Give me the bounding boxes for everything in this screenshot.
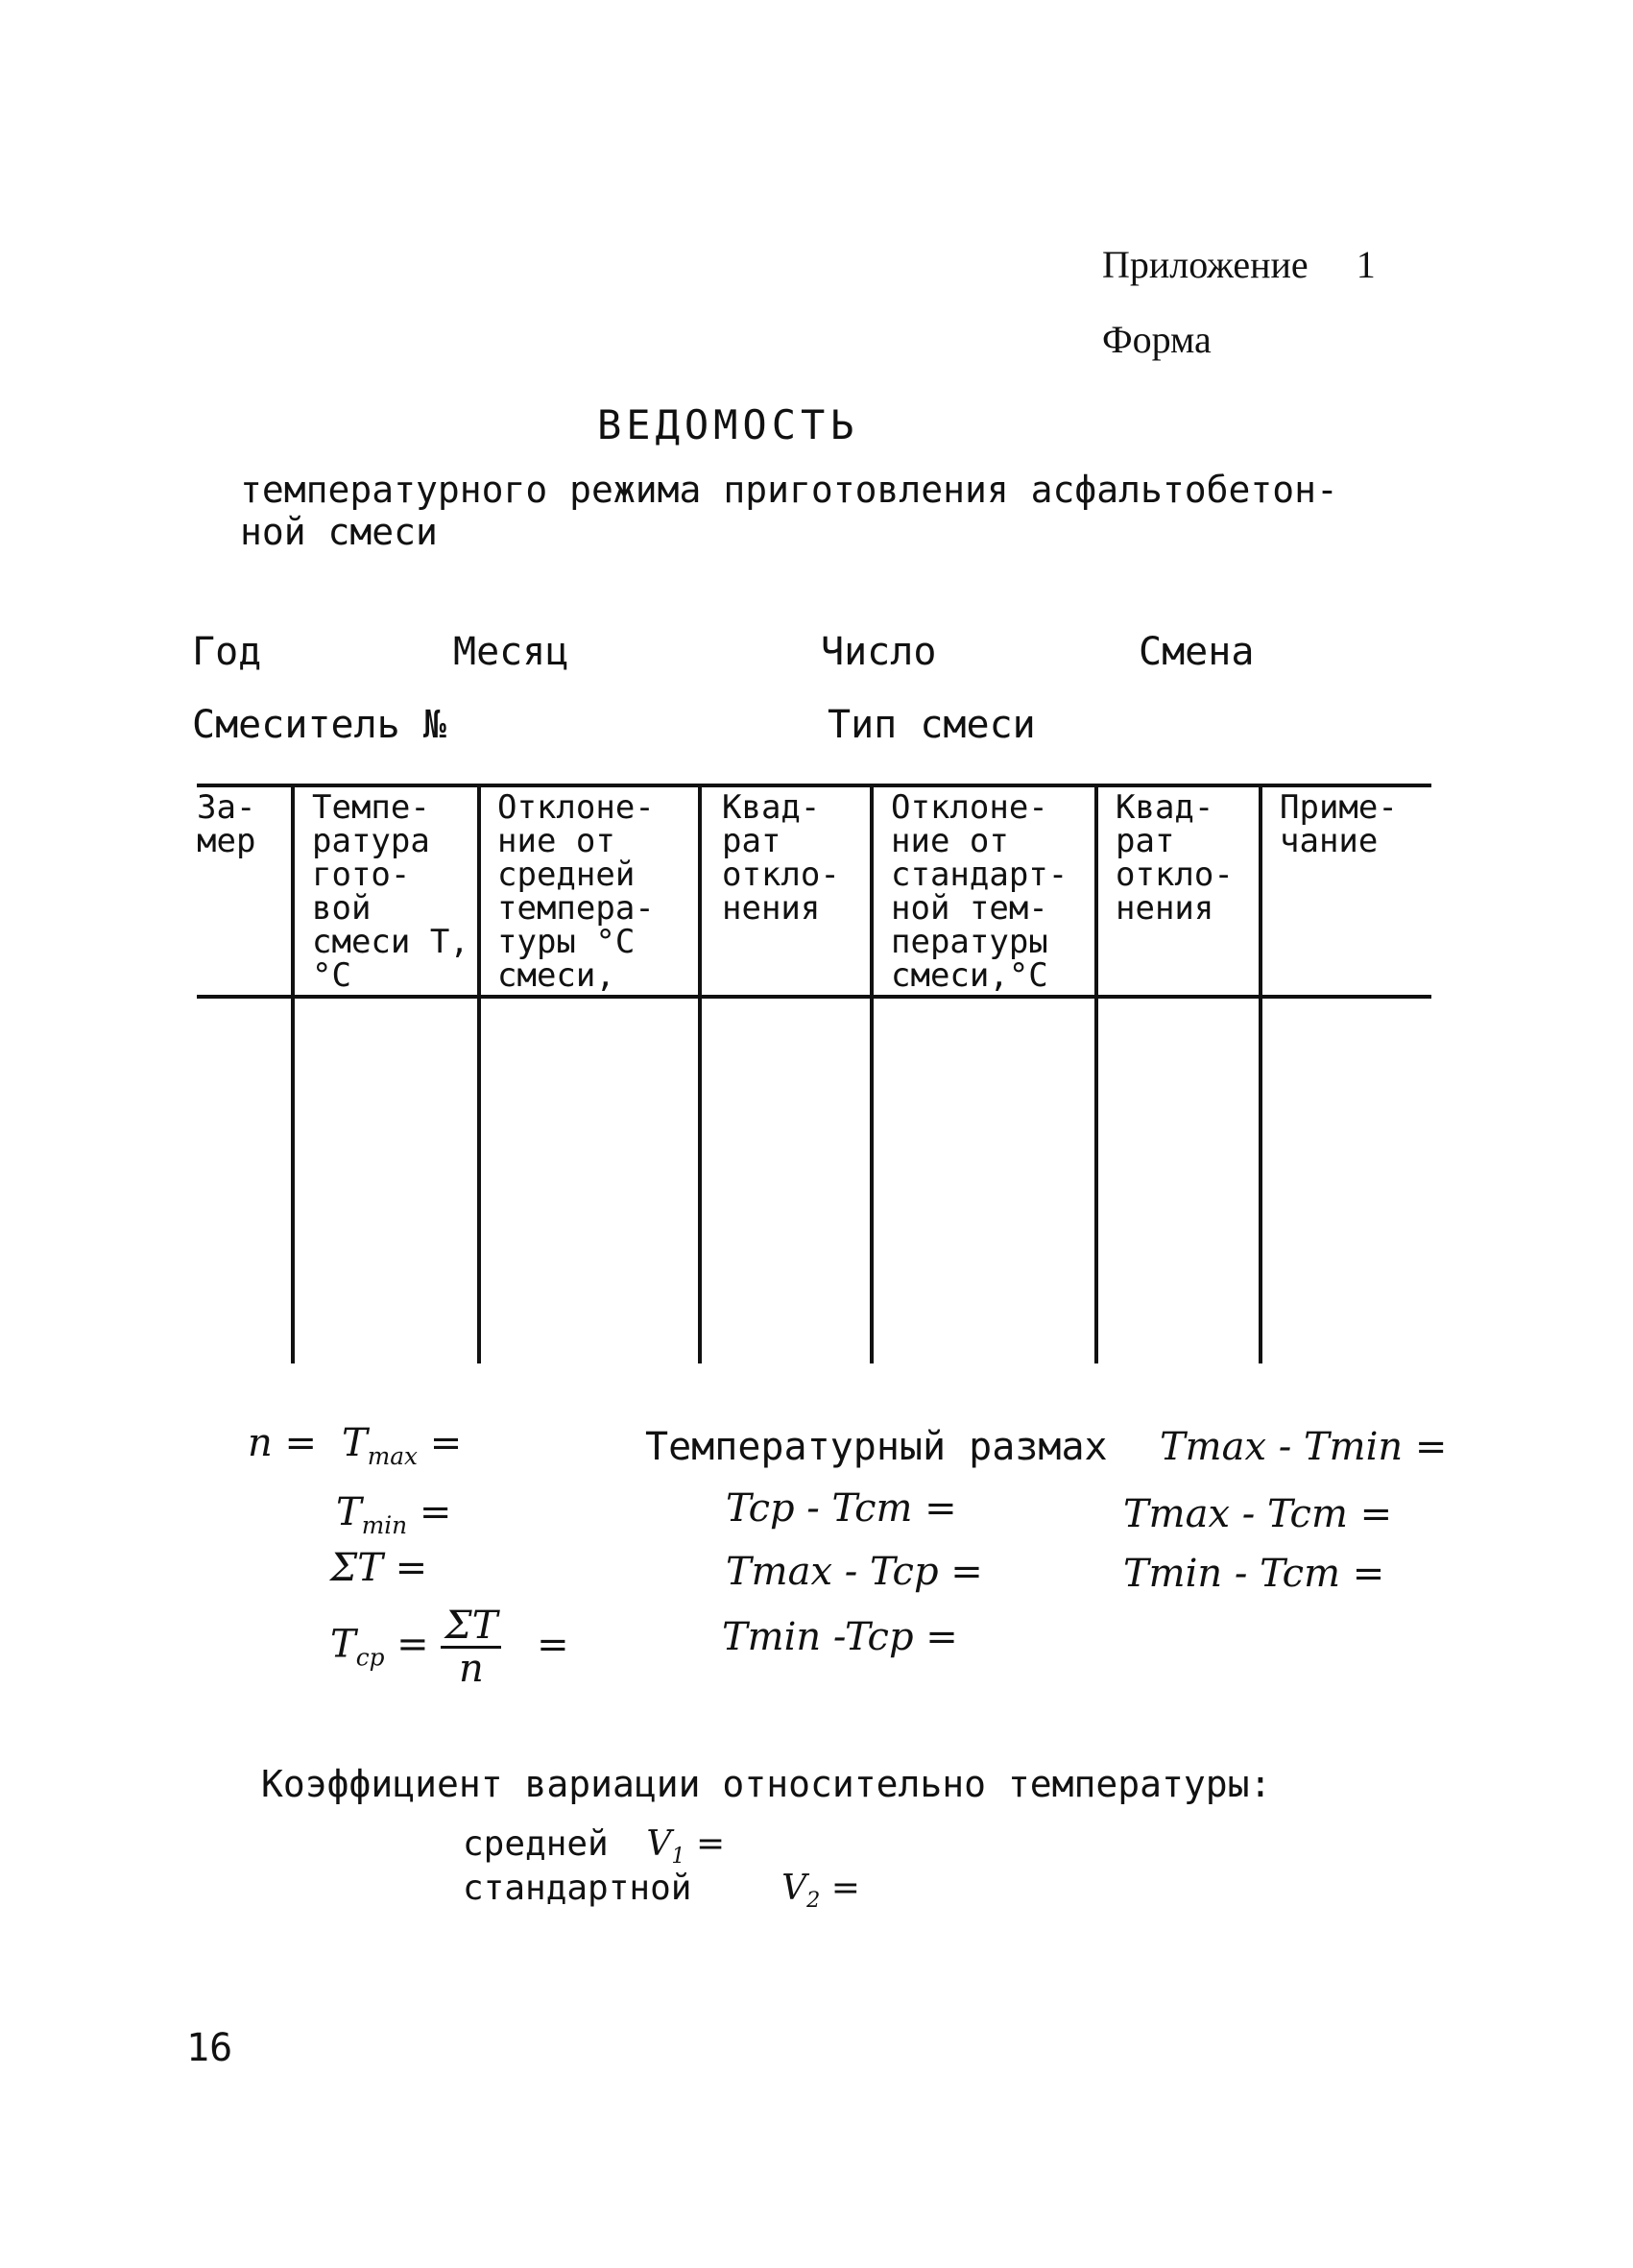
table-column-divider [1094,785,1098,1363]
v2-equals: = [820,1869,860,1908]
column-header-deviation-mean: Отклоне- ние от средней темпера- туры °C смеси, [497,788,655,995]
subtitle-line1: температурного режима приготовления асфальтобетон- [240,469,1338,511]
v1-subscript: 1 [671,1844,685,1870]
variation-std [463,1869,860,1913]
column-header-measurement: За- мер [197,788,256,860]
tcp-numerator: ΣT [441,1605,501,1649]
tcp-denominator: n [459,1647,484,1691]
subtitle-line2: ной смеси [240,511,438,553]
page-number: 16 [186,2026,233,2070]
table-top-rule [197,784,1431,787]
formula-tmax-tct: Tmax - Tcт = [1123,1492,1393,1536]
column-header-deviation-standard: Отклоне- ние от стандарт- ной тем- пературы смеси,°C [891,788,1069,995]
tcp-mid-equals: = [384,1622,429,1667]
tcp-subscript: cp [355,1643,385,1672]
variation-mean-label: средней [463,1824,609,1864]
field-month: Месяц [453,630,569,674]
table-column-divider [1259,785,1262,1363]
tmin-symbol: T [336,1490,362,1534]
tmin-subscript: min [361,1511,408,1539]
formula-tmax [342,1421,462,1470]
table-column-divider [477,785,481,1363]
table-header-rule [197,995,1431,999]
appendix-label [1102,242,1376,287]
tmax-subscript: max [367,1442,418,1470]
formula-n: n = [248,1421,317,1465]
field-day: Число [821,630,937,674]
formula-tmin-tcp: Tmin -Tcp = [722,1615,958,1659]
range-label: Температурный размах [645,1425,1108,1469]
variation-title: Коэффициент вариации относительно температуры: [261,1763,1272,1805]
tmin-equals: = [407,1490,452,1534]
tmax-symbol: T [342,1421,368,1465]
column-header-square-deviation-2: Квад- рат откло- нения [1116,788,1234,928]
variation-std-label: стандартной [463,1869,692,1908]
range-expression: Tmax - Tmin = [1160,1425,1448,1469]
column-header-note: Приме- чание [1280,788,1398,860]
column-header-temperature: Темпе- ратура гото- вой смеси T, °C [312,788,469,995]
v2-subscript: 2 [806,1888,821,1914]
formula-tmin-tct: Tmin - Tcт = [1123,1552,1385,1596]
formula-tcp [330,1605,569,1689]
field-mix-type: Тип смеси [828,703,1036,747]
tcp-fraction [441,1605,501,1689]
variation-mean [463,1824,725,1869]
tcp-equals: = [537,1622,569,1667]
field-shift: Смена [1139,630,1255,674]
tmax-equals: = [417,1421,463,1465]
v1-symbol: V [646,1824,672,1864]
variation-std-formula [781,1869,860,1914]
appendix-number: 1 [1356,243,1376,286]
field-mixer: Смеситель № [192,703,446,747]
v1-equals: = [684,1824,726,1864]
formula-tcp-tct: Tcp - Tcт = [726,1486,957,1531]
formula-sum-t: ΣT = [330,1546,428,1590]
formula-tmin [336,1490,451,1539]
column-header-square-deviation: Квад- рат откло- нения [722,788,840,928]
v2-symbol: V [781,1869,807,1908]
tcp-symbol: T [330,1622,356,1667]
table-column-divider [698,785,702,1363]
document-title: ВЕДОМОСТЬ [597,401,859,448]
variation-mean-formula [646,1824,726,1870]
formula-tmax-tcp: Tmax - Tcp = [726,1550,983,1594]
table-column-divider [870,785,874,1363]
table-column-divider [291,785,295,1363]
form-label: Форма [1102,318,1212,361]
appendix-word: Приложение [1102,243,1309,286]
field-year: Год [192,630,262,674]
